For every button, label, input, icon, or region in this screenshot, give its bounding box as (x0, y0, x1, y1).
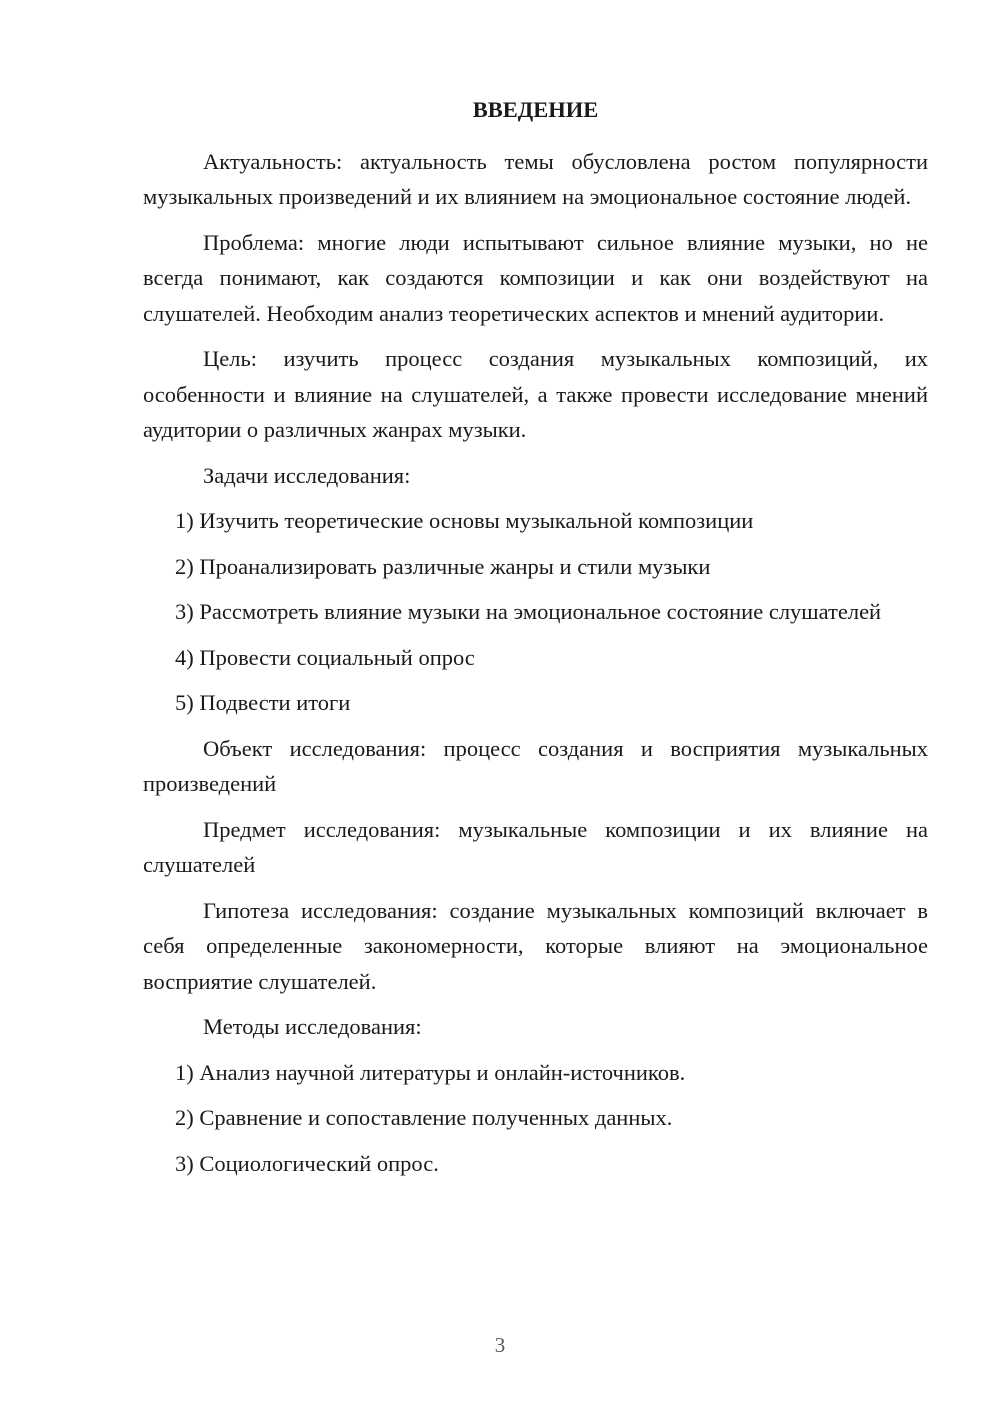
page-number: 3 (494, 1333, 506, 1357)
subject-paragraph: Предмет исследования: музыкальные композиции и их влияние на слушателей (143, 816, 928, 877)
method-item: 1) Анализ научной литературы и онлайн-источников. (175, 1059, 686, 1085)
task-item: 5) Подвести итоги (175, 690, 351, 715)
document-body (143, 92, 928, 1191)
methods-title: Методы исследования: (203, 1014, 422, 1039)
relevance-paragraph: Актуальность: актуальность темы обусловлена ростом популярности музыкальных произведений и их влиянием на эмоциональное состояние людей. (143, 148, 928, 209)
task-item: 1) Изучить теоретические основы музыкальной композиции (175, 508, 754, 533)
problem-paragraph: Проблема: многие люди испытывают сильное влияние музыки, но не всегда понимают, как создаются композиции и как они воздействуют на слушателей. Необходим анализ теоретических аспектов и мнений аудитории. (143, 229, 928, 326)
method-item: 2) Сравнение и сопоставление полученных данных. (175, 1105, 673, 1130)
task-item: 3) Рассмотреть влияние музыки на эмоциональное состояние слушателей (175, 599, 882, 624)
hypothesis-paragraph: Гипотеза исследования: создание музыкальных композиций включает в себя определенные закономерности, которые влияют на эмоциональное восприятие слушателей. (143, 897, 928, 994)
object-paragraph: Объект исследования: процесс создания и восприятия музыкальных произведений (143, 735, 928, 796)
method-item: 3) Социологический опрос. (175, 1150, 439, 1176)
task-item: 4) Провести социальный опрос (175, 644, 475, 670)
tasks-title: Задачи исследования: (203, 462, 411, 488)
task-item: 2) Проанализировать различные жанры и стили музыки (175, 553, 711, 579)
goal-paragraph: Цель: изучить процесс создания музыкальных композиций, их особенности и влияние на слушателей, а также провести исследование мнений аудитории о различных жанрах музыки. (143, 346, 928, 442)
section-heading: ВВЕДЕНИЕ (472, 97, 599, 122)
